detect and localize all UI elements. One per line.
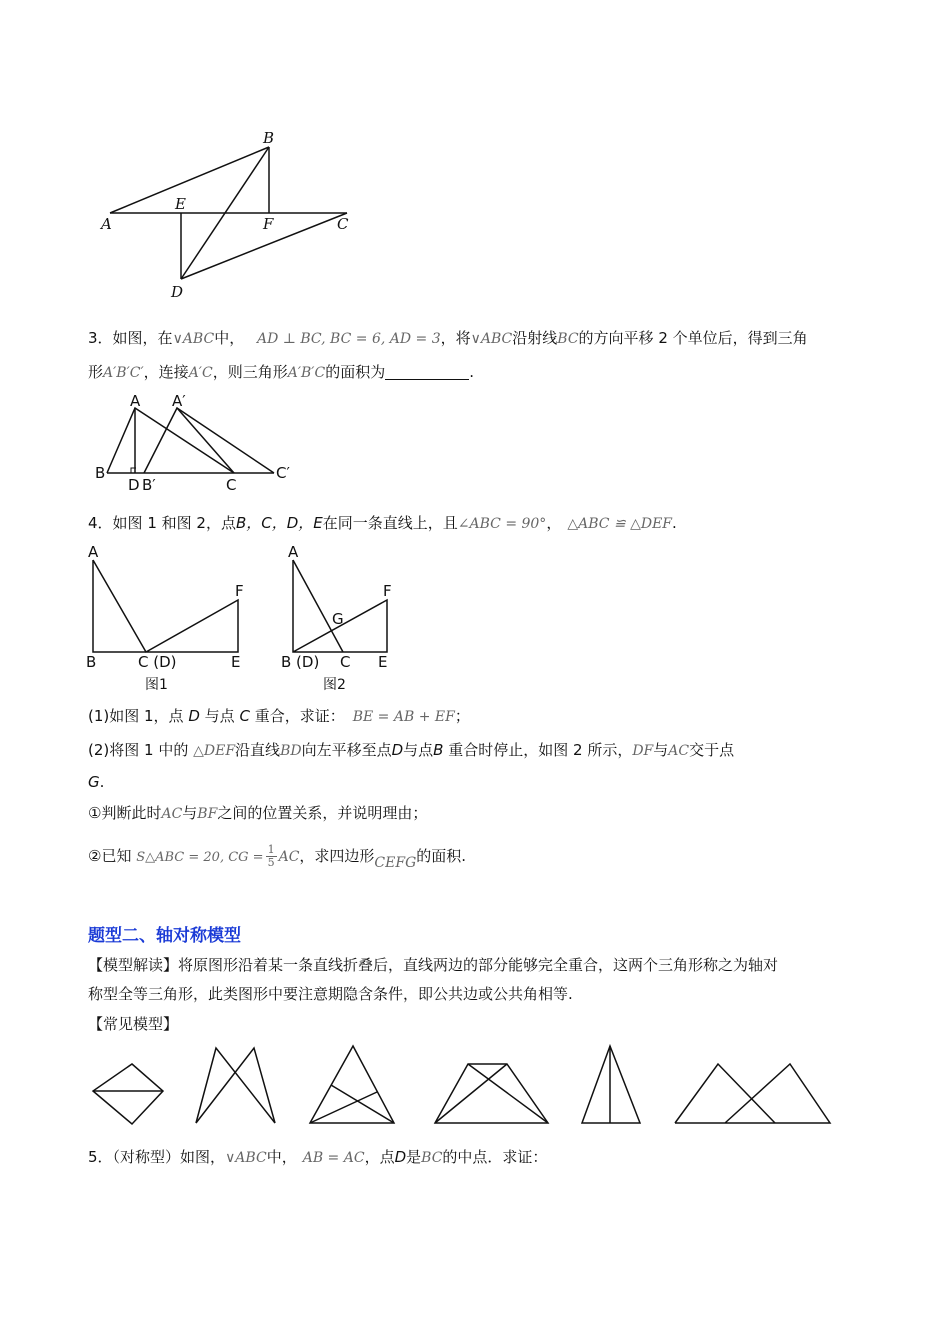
figure-2-caption: 图2 [323, 677, 346, 693]
figure-translation [90, 390, 305, 495]
figure-1 [85, 540, 255, 700]
model-isosceles [582, 1046, 640, 1123]
label-d: D [128, 476, 140, 494]
label-a-prime: A′ [172, 392, 186, 410]
q4-part2-line2: G. [88, 773, 105, 791]
label-f: F [383, 582, 392, 600]
label-c: C [226, 476, 237, 494]
label-b: B [86, 653, 97, 671]
label-e: E [175, 195, 186, 213]
model-line2: 称型全等三角形，此类图形中要注意期隐含条件，即公共边或公共角相等. [88, 985, 573, 1003]
model-kite [93, 1064, 163, 1124]
q3-line2: 形A′B′C′，连接A′C，则三角形A′B′C的面积为 . [88, 363, 474, 381]
model-two-triangles [675, 1064, 775, 1123]
figure-2 [280, 540, 410, 700]
label-g: G [332, 610, 344, 628]
model-m-shape [196, 1048, 275, 1123]
q4-part2-item1: ①判断此时AC与BF之间的位置关系，并说明理由； [88, 804, 428, 822]
label-f: F [235, 582, 244, 600]
label-c-prime: C′ [276, 464, 290, 482]
figure-1-caption: 图1 [145, 677, 168, 693]
label-bd: B (D) [281, 653, 320, 671]
label-a: A [88, 543, 99, 561]
q4-part2-line1: (2)将图 1 中的 △DEF沿直线BD向左平移至点D与点B 重合时停止，如图 2 所示，DF与AC交于点 [88, 741, 735, 759]
label-cd: C (D) [138, 653, 177, 671]
answer-blank[interactable] [385, 363, 469, 380]
segment-ab [110, 147, 269, 213]
label-f: F [263, 215, 274, 233]
common-models-row [85, 1040, 845, 1130]
label-a: A [130, 392, 141, 410]
figure-parallelogram [95, 125, 365, 305]
q5-line1: 5．（对称型）如图，∨ABC中， AB = AC，点D是BC的中点．求证： [88, 1148, 548, 1166]
label-b: B [263, 129, 275, 147]
q4-part2-item2: ②已知 S△ABC = 20, CG = $\frac{1}{5}$ AC，求四边形CEFG的面积. [88, 843, 467, 871]
model-line3: 【常见模型】 [88, 1015, 179, 1033]
label-a: A [288, 543, 299, 561]
model-line1: 【模型解读】将原图形沿着某一条直线折叠后，直线两边的部分能够完全重合，这两个三角形称之为轴对 [88, 956, 779, 974]
model-triangle-cross [310, 1046, 394, 1123]
label-e: E [378, 653, 388, 671]
label-a: A [101, 215, 112, 233]
label-d: D [171, 283, 184, 301]
label-c: C [337, 215, 349, 233]
label-e: E [231, 653, 241, 671]
label-c: C [340, 653, 351, 671]
q4-line1: 4．如图 1 和图 2，点B，C，D，E在同一条直线上，且∠ABC = 90°， △ABC ≌ △DEF. [88, 514, 677, 532]
label-b: B [95, 464, 106, 482]
q4-part1: (1)如图 1，点 D 与点 C 重合，求证： BE = AB + EF； [88, 707, 470, 725]
label-b-prime: B′ [142, 476, 156, 494]
section-title: 题型二、轴对称模型 [88, 926, 241, 946]
model-trapezoid [435, 1064, 548, 1123]
q3-line1: 3．如图，在∨ABC中， AD ⊥ BC, BC = 6, AD = 3，将∨ABC沿射线BC的方向平移 2 个单位后，得到三角 [88, 329, 808, 347]
